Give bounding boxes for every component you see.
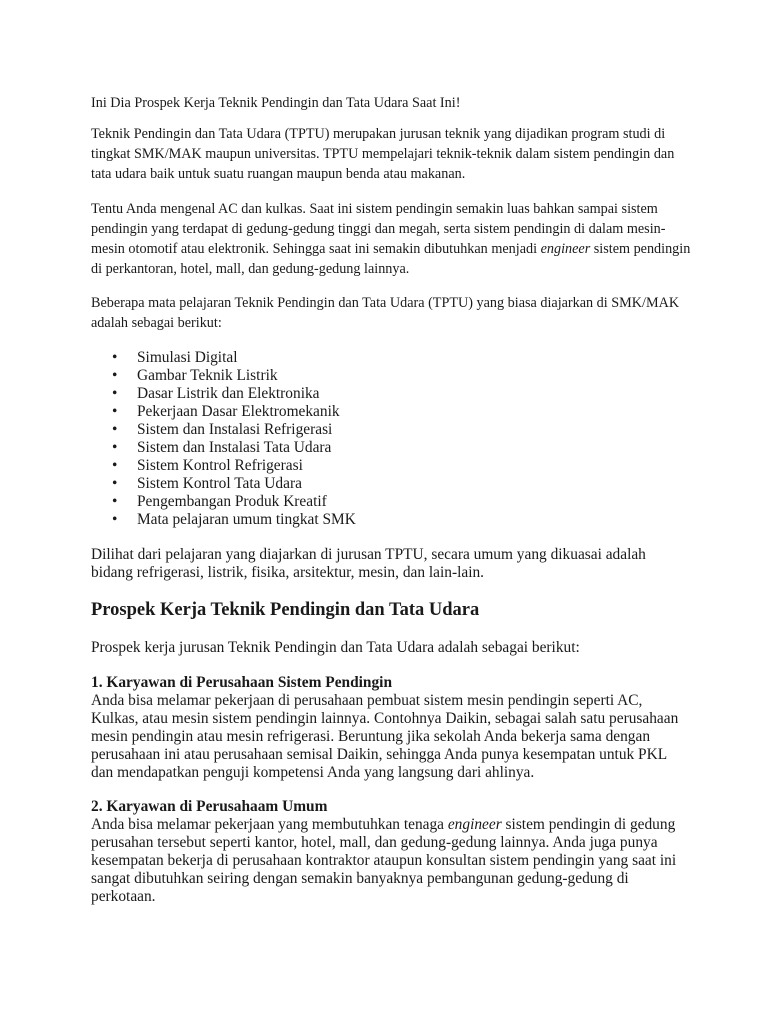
intro-paragraph-2 bbox=[91, 199, 691, 279]
list-item: • Pekerjaan Dasar Elektromekanik bbox=[112, 403, 340, 420]
job-item-1 bbox=[91, 674, 691, 782]
job-item-2-title: 2. Karyawan di Perusahaam Umum bbox=[91, 798, 328, 815]
bullet-icon: • bbox=[112, 349, 118, 366]
list-item: • Gambar Teknik Listrik bbox=[112, 367, 278, 384]
job-item-2 bbox=[91, 798, 691, 906]
list-item: • Pengembangan Produk Kreatif bbox=[112, 493, 327, 510]
bullet-icon: • bbox=[112, 457, 118, 474]
document-title: Ini Dia Prospek Kerja Teknik Pendingin dan Tata Udara Saat Ini! bbox=[91, 95, 461, 111]
list-item: • Sistem dan Instalasi Tata Udara bbox=[112, 439, 332, 456]
intro-paragraph-1: Teknik Pendingin dan Tata Udara (TPTU) merupakan jurusan teknik yang dijadikan program studi di tingkat SMK/MAK maupun universitas. TPTU mempelajari teknik-teknik dalam sistem pendingin dan tata udara baik untuk suatu ruangan maupun benda atau makanan. bbox=[91, 126, 675, 182]
job-item-2-body-a: Anda bisa melamar pekerjaan yang membutuhkan tenaga bbox=[91, 816, 448, 833]
list-item: • Sistem dan Instalasi Refrigerasi bbox=[112, 421, 333, 438]
bullet-icon: • bbox=[112, 385, 118, 402]
intro-p2-emphasis: engineer bbox=[540, 241, 591, 257]
section-heading: Prospek Kerja Teknik Pendingin dan Tata Udara bbox=[91, 600, 480, 620]
bullet-icon: • bbox=[112, 493, 118, 510]
bullet-icon: • bbox=[112, 367, 118, 384]
list-item: • Sistem Kontrol Refrigerasi bbox=[112, 457, 303, 474]
summary-paragraph: Dilihat dari pelajaran yang diajarkan di jurusan TPTU, secara umum yang dikuasai adalah bidang refrigerasi, listrik, fisika, arsitektur, mesin, dan lain-lain. bbox=[91, 546, 646, 581]
bullet-icon: • bbox=[112, 421, 118, 438]
intro-p2-text-a: Tentu Anda mengenal AC dan kulkas. Saat ini sistem pendingin semakin luas bahkan sampai sistem pendingin yang terdapat di gedung-gedung tinggi dan megah, serta sistem pendingin di dalam mesin-mesin otomotif atau elektronik. Sehingga saat ini semakin dibutuhkan menjadi bbox=[91, 201, 666, 257]
list-item: • Sistem Kontrol Tata Udara bbox=[112, 475, 302, 492]
list-item: • Dasar Listrik dan Elektronika bbox=[112, 385, 320, 402]
subject-list bbox=[91, 349, 591, 529]
job-item-1-title: 1. Karyawan di Perusahaan Sistem Pendingin bbox=[91, 674, 393, 691]
job-item-2-body-b: sistem pendingin di gedung perusahan tersebut seperti kantor, hotel, mall, dan gedung-gedung lainnya. Anda juga punya kesempatan bekerja di perusahaan kontraktor ataupun konsultan sistem pendingin yang saat ini sangat dibutuhkan seiring dengan semakin banyaknya pembangunan gedung-gedung di perkotaan. bbox=[91, 816, 677, 905]
job-item-1-body: Anda bisa melamar pekerjaan di perusahaan pembuat sistem mesin pendingin seperti AC, Kulkas, atau mesin sistem pendingin lainnya. Contohnya Daikin, sebagai salah satu perusahaan mesin pendingin atau mesin refrigerasi. Beruntung jika sekolah Anda bekerja sama dengan perusahaan ini atau perusahaan semisal Daikin, sehingga Anda punya kesempatan untuk PKL dan mendapatkan penguji kompetensi Anda yang langsung dari ahlinya. bbox=[91, 692, 679, 781]
bullet-icon: • bbox=[112, 511, 118, 528]
bullet-icon: • bbox=[112, 403, 118, 420]
intro-paragraph-3: Beberapa mata pelajaran Teknik Pendingin dan Tata Udara (TPTU) yang biasa diajarkan di SMK/MAK adalah sebagai berikut: bbox=[91, 295, 680, 331]
list-item: • Simulasi Digital bbox=[112, 349, 238, 366]
section-intro: Prospek kerja jurusan Teknik Pendingin dan Tata Udara adalah sebagai berikut: bbox=[91, 639, 580, 656]
list-item: • Mata pelajaran umum tingkat SMK bbox=[112, 511, 356, 528]
job-item-2-emphasis: engineer bbox=[447, 816, 502, 833]
bullet-icon: • bbox=[112, 439, 118, 456]
intro-p2-text-b: sistem pendingin di perkantoran, hotel, mall, dan gedung-gedung lainnya. bbox=[91, 241, 691, 277]
bullet-icon: • bbox=[112, 475, 118, 492]
